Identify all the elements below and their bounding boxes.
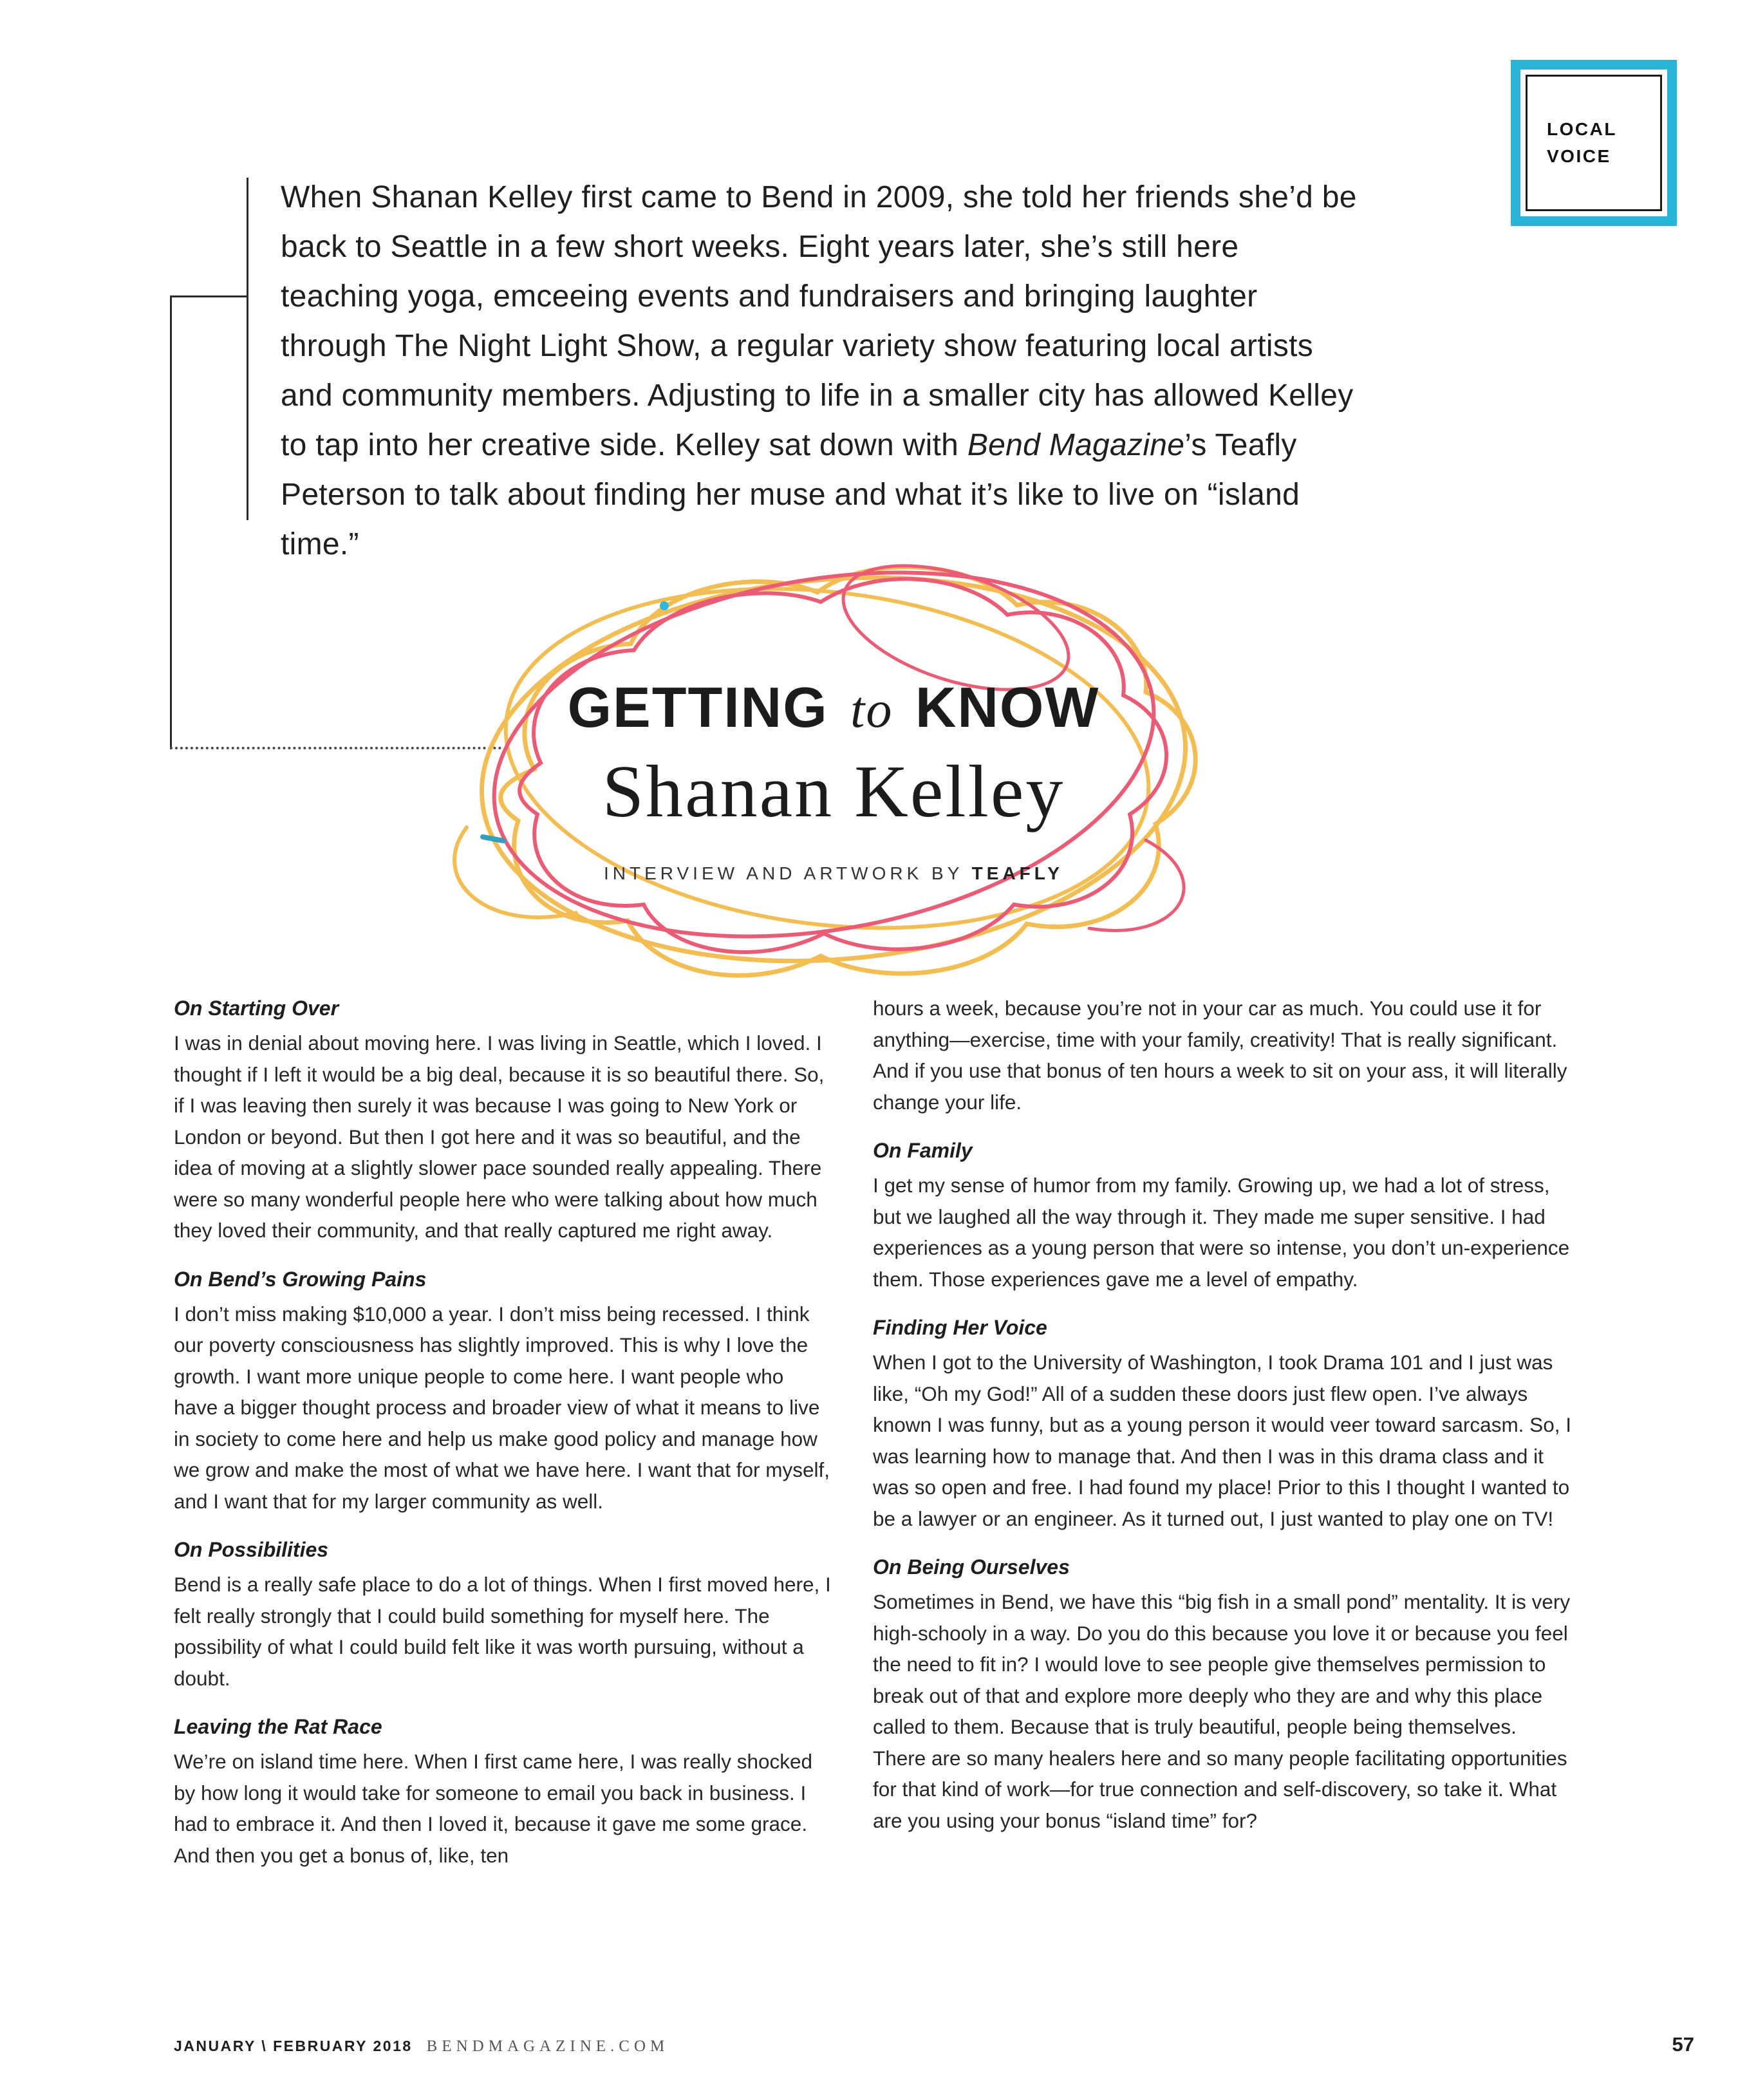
byline-name: TEAFLY — [971, 863, 1063, 883]
section-heading: On Family — [873, 1139, 973, 1162]
local-voice-badge-inner — [1526, 75, 1662, 211]
article-section — [174, 1534, 832, 1694]
feature-kicker — [406, 675, 1262, 740]
section-body: When I got to the University of Washington, I took Drama 101 and I just was like, “Oh my God!” All of a sudden these doors just flew open. I’ve always known I was funny, but as a young person it would veer toward sarcasm. So, I was learning how to manage that. And then I was in this drama class and it was so open and free. I had found my place! Prior to this I thought I wanted to be a lawyer or an engineer. As it turned out, I just wanted to play one on TV! — [873, 1351, 1571, 1530]
byline — [406, 863, 1262, 884]
article-section — [174, 993, 832, 1246]
byline-label: INTERVIEW AND ARTWORK BY — [604, 863, 963, 883]
intro-paragraph — [281, 173, 1362, 569]
connector-rule — [170, 295, 248, 297]
column-continuation-text: hours a week, because you’re not in your car as much. You could use it for anything—exercise, time with your family, creativity! That is really significant. And if you use that bonus of ten hours a week to sit on your ass, it will literally change your life. — [873, 997, 1567, 1114]
page-footer — [174, 2033, 1694, 2056]
footer-left — [174, 2038, 669, 2056]
intro-text-part2: ’s Teafly Peterson to talk about finding her muse and what it’s like to live on “island time.” — [281, 428, 1300, 561]
page-number: 57 — [1672, 2033, 1694, 2056]
section-body: Sometimes in Bend, we have this “big fish in a small pond” mentality. It is very high-schooly in a way. Do you do this because you love it or because you feel the need to fit in? I would love to see people give themselves permission to break out of that and explore more deeply who they are and why this place called to them. Because that is truly beautiful, people being themselves. There are so many healers here and so many people facilitating opportunities for that kind of work—for true connection and self-discovery, so take it. What are you using your bonus “island time” for? — [873, 1590, 1571, 1832]
article-column-left — [174, 993, 832, 1871]
section-heading: Leaving the Rat Race — [174, 1715, 382, 1738]
footer-website: BENDMAGAZINE.COM — [426, 2038, 669, 2055]
section-body: We’re on island time here. When I first came here, I was really shocked by how long it would take for someone to email you back in business. I had to embrace it. And then I loved it, because it gave me some grace. And then you get a bonus of, like, ten — [174, 1750, 813, 1867]
intro-text-part1: When Shanan Kelley first came to Bend in 2009, she told her friends she’d be back to Seattle in a few short weeks. Eight years later, she’s still here teaching yoga, emceeing events and fundraisers and bringing laughter through The Night Light Show, a regular variety show featuring local artists and community members. Adjusting to life in a smaller city has allowed Kelley to tap into her creative side. Kelley sat down with — [281, 180, 1357, 462]
section-heading: On Starting Over — [174, 997, 339, 1020]
left-margin-rule — [170, 295, 172, 749]
article-section — [873, 1552, 1572, 1836]
section-body: Bend is a really safe place to do a lot of things. When I first moved here, I felt really strongly that I could build something for myself here. The possibility of what I could build felt like it was worth pursuing, without a doubt. — [174, 1573, 831, 1690]
kicker-word-to: to — [850, 682, 893, 738]
section-heading: On Bend’s Growing Pains — [174, 1267, 427, 1291]
section-body: I was in denial about moving here. I was living in Seattle, which I loved. I thought if I left it would be a big deal, because it is so beautiful there. So, if I was leaving then surely it was because I was going to New York or London or beyond. But then I got here and it was so beautiful, and the idea of moving at a slightly slower pace sounded really appealing. There were so many wonderful people here who were talking about how much they loved their community, and that really captured me right away. — [174, 1031, 825, 1242]
article-column-right — [873, 993, 1572, 1871]
section-body: I don’t miss making $10,000 a year. I don’t miss being recessed. I think our poverty consciousness has slightly improved. This is why I love the growth. I want more unique people to come here. I want people who have a bigger thought process and broader view of what it means to live in society to come here and help us make good policy and manage how we grow and make the most of what we have here. I want that for myself, and I want that for my larger community as well. — [174, 1302, 830, 1513]
footer-issue-date: JANUARY \ FEBRUARY 2018 — [174, 2038, 413, 2054]
local-voice-badge — [1511, 60, 1677, 226]
article-section — [873, 1312, 1572, 1534]
feature-name: Shanan Kelley — [602, 751, 1065, 833]
section-heading: On Being Ourselves — [873, 1555, 1070, 1579]
section-heading: Finding Her Voice — [873, 1316, 1047, 1339]
badge-line2: VOICE — [1547, 146, 1611, 166]
article-body — [174, 993, 1572, 1871]
article-section — [174, 1264, 832, 1517]
intro-vertical-rule — [247, 178, 248, 520]
section-body: I get my sense of humor from my family. Growing up, we had a lot of stress, but we laughed all the way through it. They made me super sensitive. I had experiences as a young person that were so intense, you don’t un-experience them. Those experiences gave me a level of empathy. — [873, 1174, 1570, 1291]
intro-text-italic: Bend Magazine — [967, 428, 1185, 462]
feature-title-block — [406, 515, 1262, 1011]
badge-line1: LOCAL — [1547, 119, 1617, 139]
kicker-word-know: KNOW — [915, 675, 1100, 739]
article-section — [174, 1711, 832, 1871]
feature-text — [406, 675, 1262, 884]
article-section — [873, 1135, 1572, 1295]
section-heading: On Possibilities — [174, 1538, 329, 1561]
kicker-word-getting: GETTING — [567, 675, 828, 739]
